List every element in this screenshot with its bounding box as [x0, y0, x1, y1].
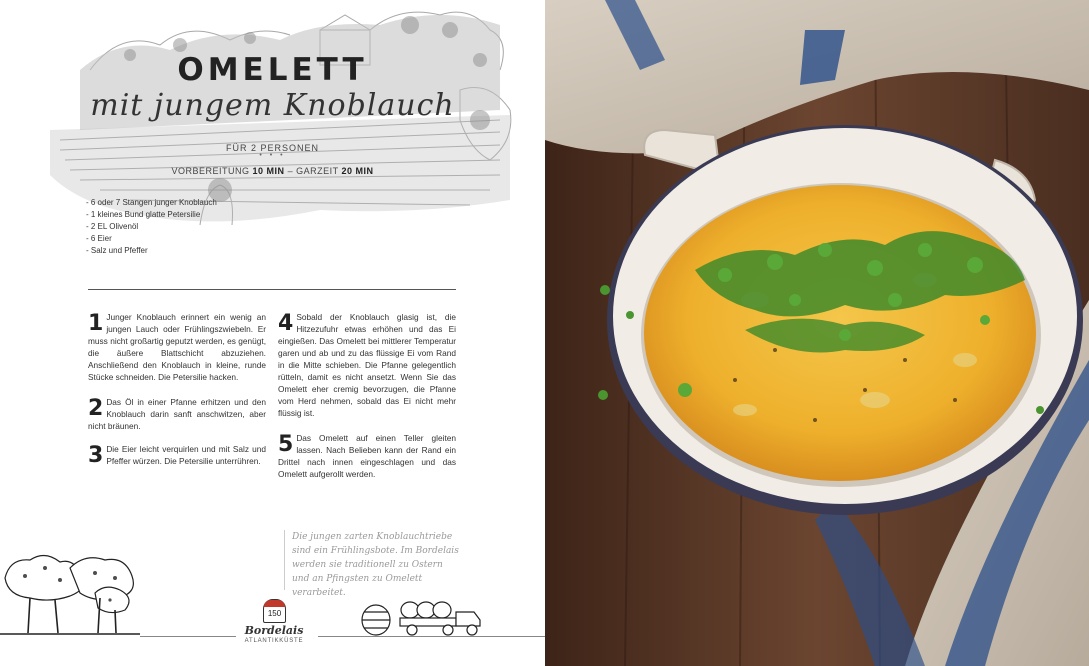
footer-line-left [140, 636, 236, 637]
prep-time: 10 MIN [252, 166, 285, 176]
step-number: 3 [88, 443, 104, 468]
ingredient-item: - 6 Eier [86, 234, 112, 243]
page-badge-icon [263, 599, 286, 623]
prep-label: VORBEREITUNG [171, 166, 250, 176]
ingredient-item: - 6 oder 7 Stangen junger Knoblauch [86, 198, 217, 207]
recipe-subtitle: mit jungem Knoblauch [90, 88, 455, 123]
step-2 [88, 396, 266, 432]
ingredient-item: - 2 EL Olivenöl [86, 222, 139, 231]
step-1 [88, 311, 266, 383]
wine-barrel-truck-sketch-icon [358, 596, 486, 638]
recipe-title: OMELETT [177, 52, 368, 88]
step-text: Die Eier leicht verquirlen und mit Salz und Pfeffer würzen. Die Petersilie unterrühren. [106, 444, 266, 466]
cook-label: GARZEIT [296, 166, 339, 176]
side-note: Die jungen zarten Knoblauchtriebe sind ein Frühlingsbote. Im Bordelais werden sie traditionell zu Ostern und an Pfingsten zu Omelett verarbeitet. [292, 532, 459, 598]
ingredient-item: - 1 kleines Bund glatte Petersilie [86, 210, 201, 219]
step-number: 1 [88, 311, 104, 336]
time-info [0, 166, 545, 176]
servings: FÜR 2 PERSONEN [225, 143, 319, 153]
ingredient-list [86, 197, 217, 257]
food-photo [545, 0, 1089, 666]
step-text: Das Öl in einer Pfanne erhitzen und den Knoblauch darin sanft anschwitzen, aber nicht bräunen. [88, 397, 266, 431]
step-5 [278, 432, 456, 480]
omelette-photo-icon [545, 0, 1089, 666]
cook-time: 20 MIN [341, 166, 374, 176]
step-number: 2 [88, 396, 104, 421]
step-3 [88, 443, 266, 467]
step-number: 4 [278, 311, 294, 336]
step-number: 5 [278, 432, 294, 457]
time-separator: – [287, 166, 294, 176]
book-brand-sub: ATLANTIKKÜSTE [244, 638, 304, 644]
ingredient-item: - Salz und Pfeffer [86, 246, 148, 255]
step-text: Das Omelett auf einen Teller gleiten lassen. Nach Belieben kann der Rand ein Drittel nach innen eingeschlagen und das Omelett aufgerollt werden. [278, 433, 456, 479]
step-text: Junger Knoblauch erinnert ein wenig an jungen Lauch oder Frühlingszwiebeln. Er muss nicht großartig geputzt werden, es genügt, die äußere Blattschicht abzuziehen. Anschließend den Knoblauch in kleine, runde Stücke schneiden. Die Petersilie hacken. [88, 312, 266, 382]
note-rule [284, 530, 285, 590]
step-text: Sobald der Knoblauch glasig ist, die Hitzezufuhr etwas erhöhen und das Ei eingießen. Das Omelett bei mittlerer Temperatur garen und ab und zu das flüssige Ei vom Rand in die Mitte schieben. Die Pfanne gelegentlich rütteln, damit es nicht ansetzt. Wenn Sie das Omelett eher cremig bevorzugen, die Pfanne vom Herd nehmen, sobald das Ei nicht mehr flüssig ist. [278, 312, 456, 418]
section-divider [88, 289, 456, 290]
page-number: 150 [267, 609, 282, 618]
book-brand: Bordelais [244, 624, 304, 637]
step-4 [278, 311, 456, 419]
trees-sketch-icon [0, 548, 140, 638]
divider-dots: • • • [259, 152, 286, 159]
